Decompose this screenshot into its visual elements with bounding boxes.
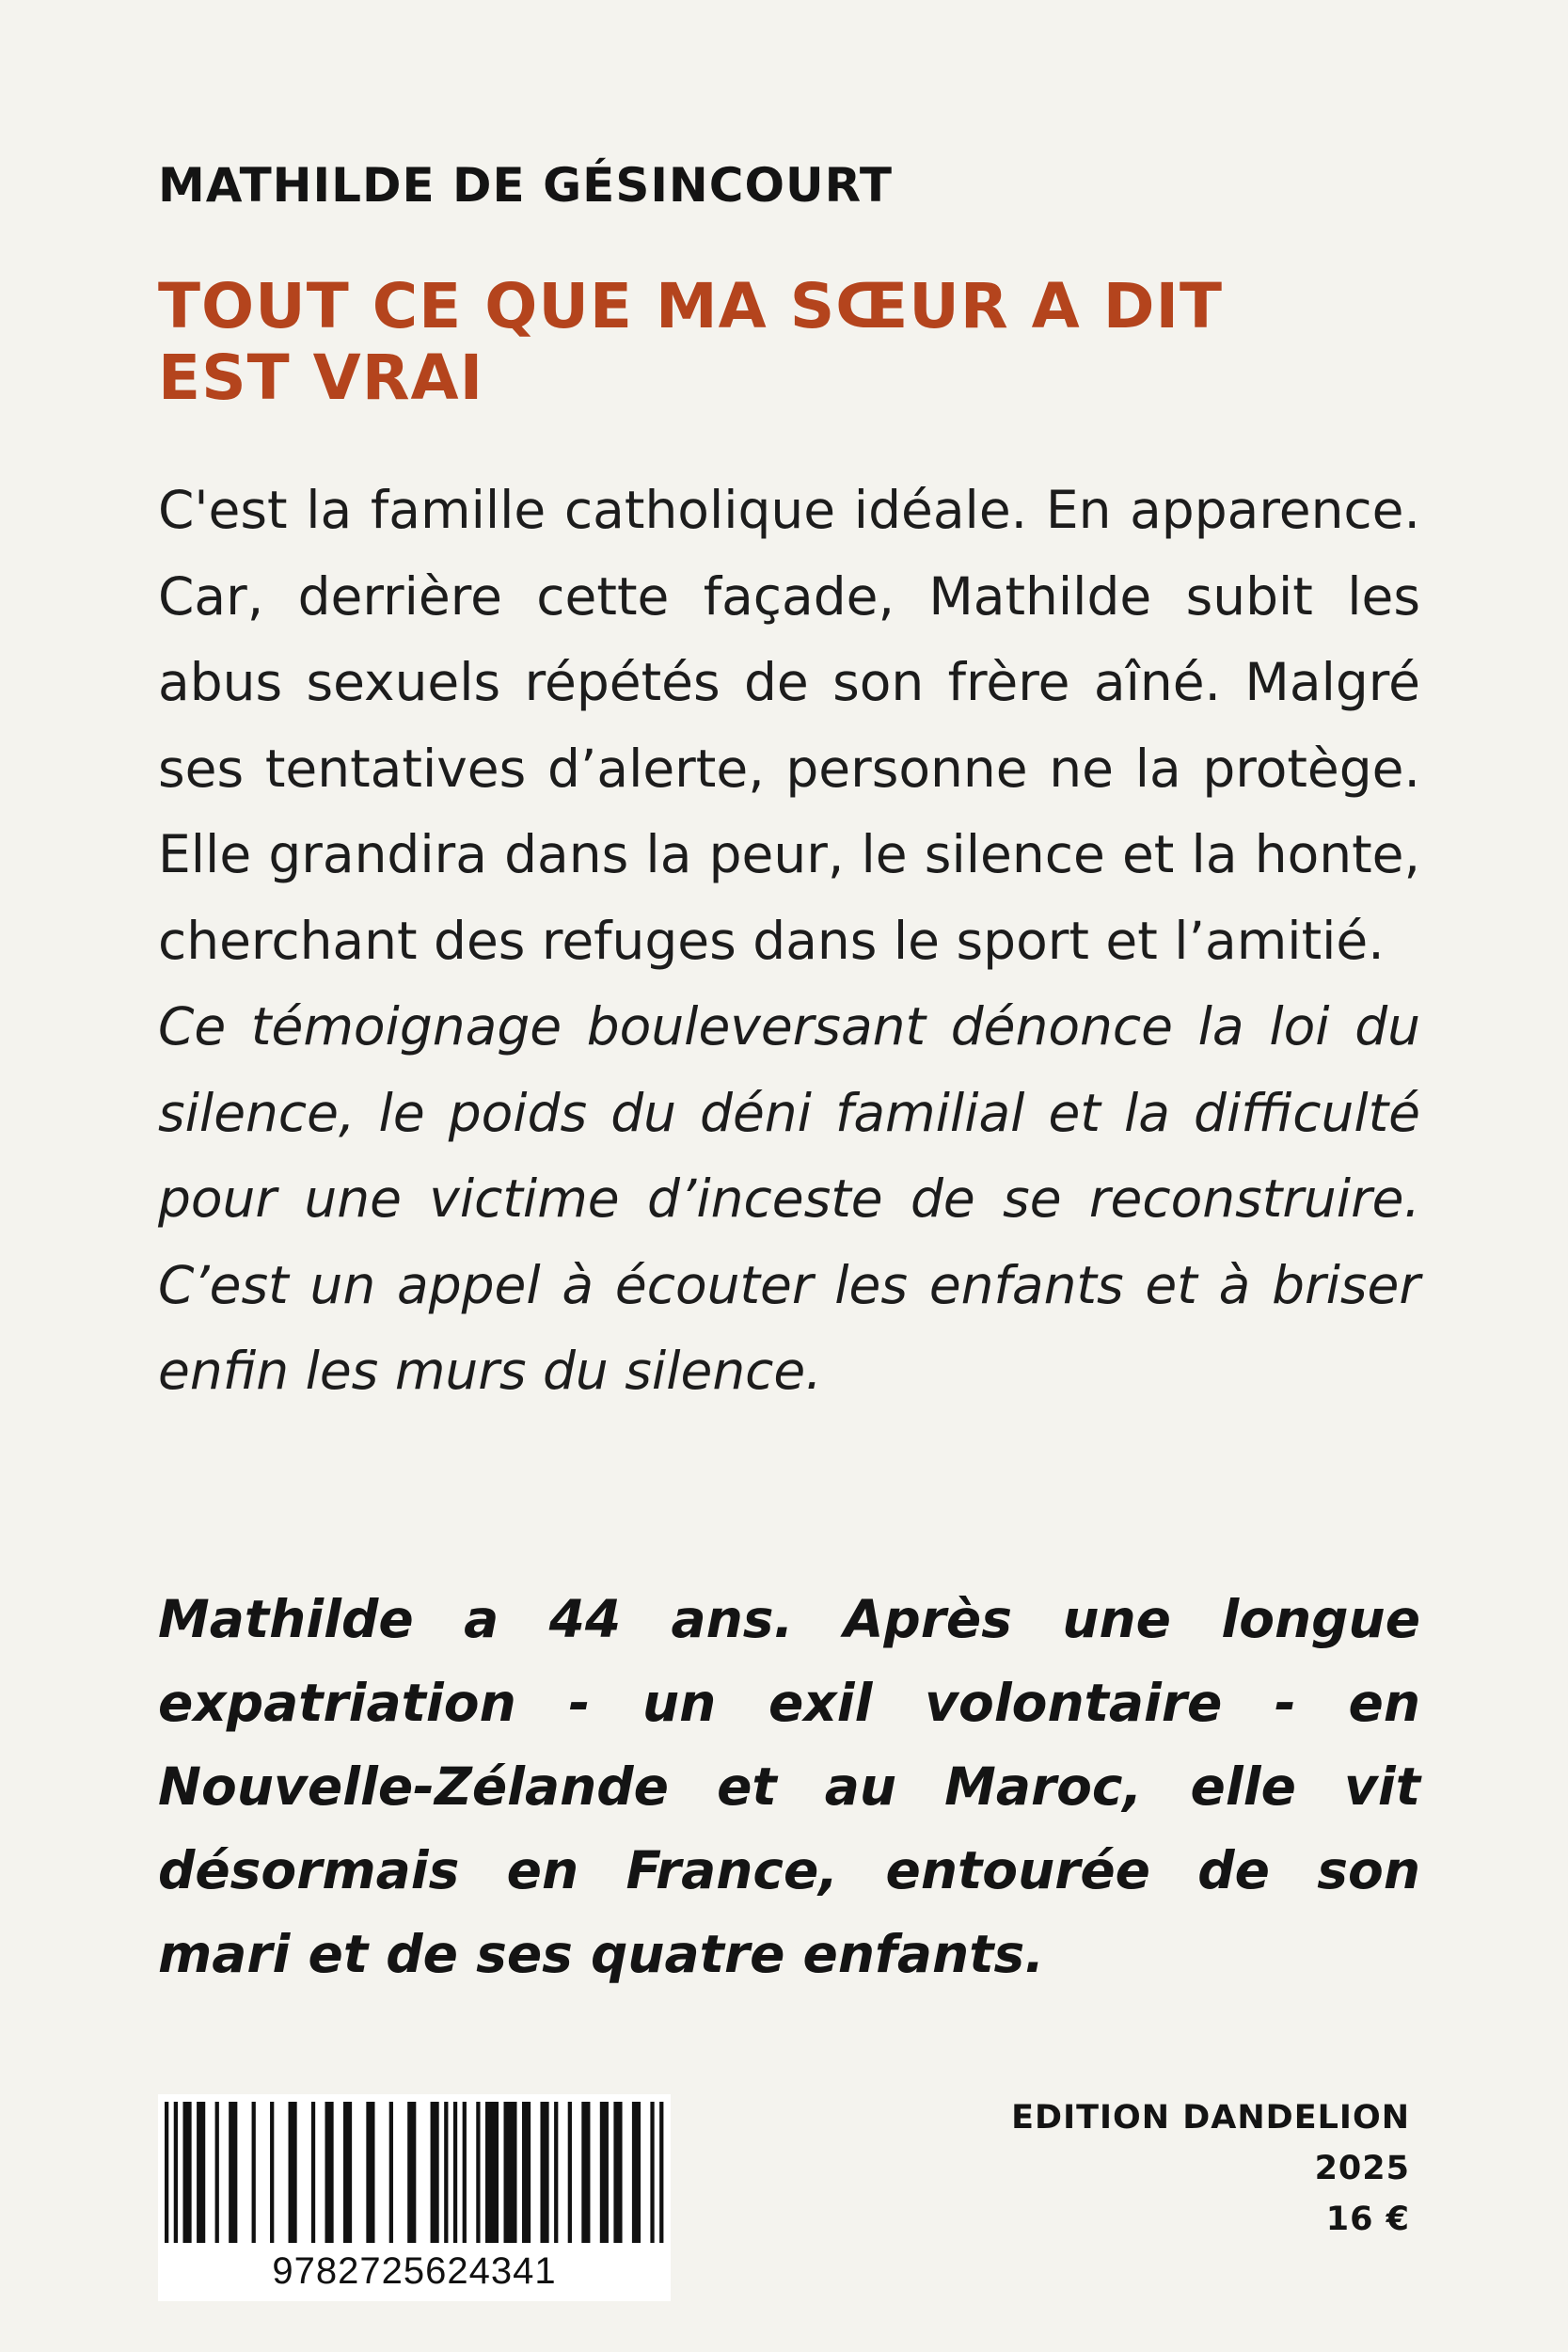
barcode-bar — [476, 2102, 480, 2243]
barcode-bar — [174, 2102, 178, 2243]
barcode-bar — [659, 2102, 663, 2243]
barcode-bar — [485, 2102, 499, 2243]
barcode-bars — [158, 2094, 671, 2250]
barcode-bar — [215, 2102, 219, 2243]
author-name: MATHILDE DE GÉSINCOURT — [158, 158, 893, 213]
blurb-summary: C'est la famille catholique idéale. En apparence. Car, derrière cette façade, Mathilde subit les abus sexuels répétés de son frère aîné. Malgré ses tentatives d’alerte, personne ne la protège. Elle grandira dans la peur, le silence et la honte, cherchant des refuges dans le sport et l’amitié. — [158, 480, 1420, 971]
barcode-bar — [289, 2102, 297, 2243]
barcode-bar — [389, 2102, 393, 2243]
barcode-bar — [444, 2102, 448, 2243]
barcode-bar — [453, 2102, 457, 2243]
barcode-bar — [252, 2102, 256, 2243]
book-price: 16 € — [1325, 2201, 1410, 2238]
barcode-bar — [568, 2102, 572, 2243]
barcode-bar — [197, 2102, 205, 2243]
book-title-line-1: TOUT CE QUE MA SŒUR A DIT — [158, 270, 1224, 342]
publication-year: 2025 — [1314, 2150, 1410, 2187]
barcode-bar — [504, 2102, 517, 2243]
publisher-info — [1011, 2092, 1410, 2245]
barcode-bar — [182, 2102, 191, 2243]
barcode-bar — [407, 2102, 416, 2243]
barcode-bar — [632, 2102, 641, 2243]
barcode-bar — [311, 2102, 315, 2243]
barcode-bar — [229, 2102, 237, 2243]
barcode-bar — [463, 2102, 467, 2243]
barcode-bar — [581, 2102, 590, 2243]
publisher-name: EDITION DANDELION — [1011, 2099, 1410, 2137]
barcode-bar — [270, 2102, 274, 2243]
isbn-number: 9782725624341 — [272, 2250, 557, 2292]
book-title-line-2: EST VRAI — [158, 342, 484, 414]
isbn-barcode — [158, 2094, 671, 2301]
barcode-bar — [522, 2102, 531, 2243]
barcode-bar — [650, 2102, 654, 2243]
author-bio: Mathilde a 44 ans. Après une longue expatriation - un exil volontaire - en Nouvelle-Zélande et au Maroc, elle vit désormais en France, entourée de son mari et de ses quatre enfants. — [158, 1589, 1420, 1984]
barcode-bar — [325, 2102, 334, 2243]
barcode-bar — [540, 2102, 548, 2243]
barcode-bar — [554, 2102, 558, 2243]
barcode-bar — [431, 2102, 439, 2243]
barcode-bar — [613, 2102, 622, 2243]
book-blurb — [158, 468, 1420, 1415]
barcode-bar — [600, 2102, 609, 2243]
book-title — [158, 271, 1381, 414]
blurb-testimony: Ce témoignage bouleversant dénonce la loi du silence, le poids du déni familial et la difficulté pour une victime d’inceste de se reconstruire. C’est un appel à écouter les enfants et à briser enfin les murs du silence. — [158, 996, 1420, 1401]
barcode-bar — [366, 2102, 374, 2243]
barcode-bar — [343, 2102, 352, 2243]
barcode-bar — [165, 2102, 168, 2243]
